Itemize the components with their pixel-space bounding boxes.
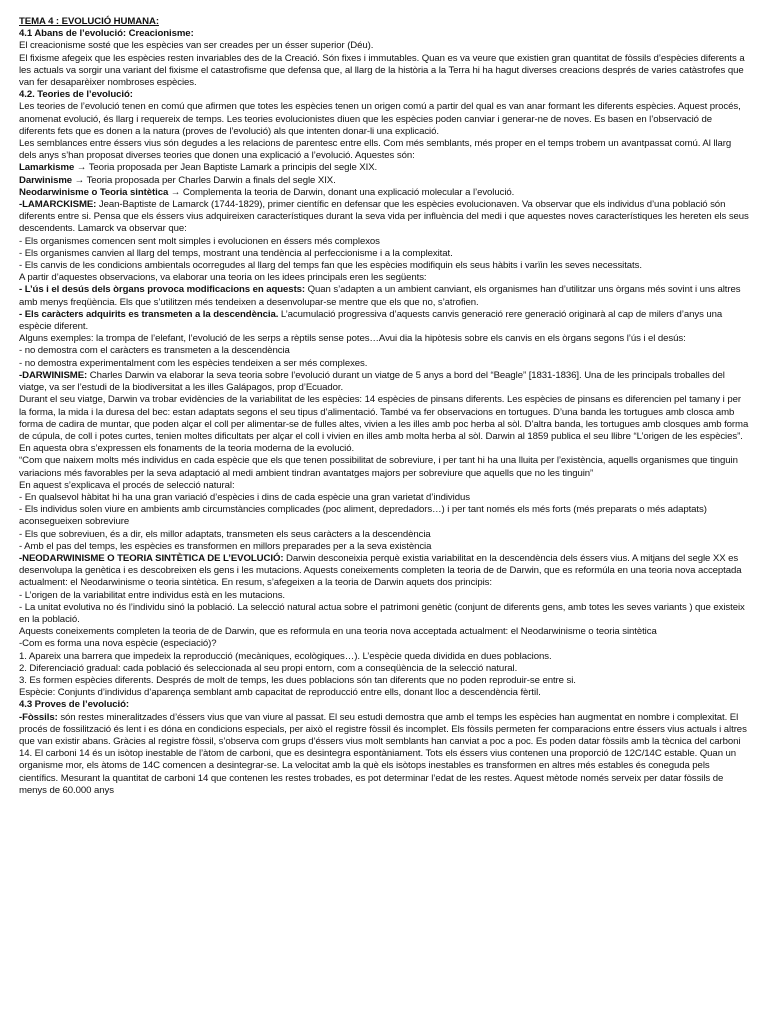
theory-text: → Teoria proposada per Jean Baptiste Lamark a principis del segle XIX. xyxy=(74,162,378,174)
list-item: 1. Apareix una barrera que impedeix la reproducció (mecàniques, ecològiques…). L’espècie queda dividida en dues poblacions. xyxy=(19,650,552,662)
theory-label: Darwinisme xyxy=(19,174,73,186)
theory-text: → Teoria proposada per Charles Darwin a finals del segle XIX. xyxy=(72,174,336,186)
paragraph-creacionisme: El creacionisme sosté que les espècies van ser creades per un ésser superior (Déu). xyxy=(19,40,374,52)
list-item: - La unitat evolutiva no és l’individu sinó la població. La selecció natural actua sobre el patrimoni genètic (conjunt de diferents gens, amb totes les seves variants ) que existeix en la població. xyxy=(19,601,745,625)
theory-label: Neodarwinisme o Teoria sintètica xyxy=(19,186,169,198)
list-item: - L’origen de la variabilitat entre individus està en les mutacions. xyxy=(19,589,286,601)
paragraph-lamarck-ideas-intro: A partir d’aquestes observacions, va elaborar una teoria on les idees principals eren les següents: xyxy=(19,272,427,284)
fossils-label: -Fòssils: xyxy=(19,711,58,723)
list-item: 3. Es formen espècies diferents. Després de molt de temps, les dues poblacions són tan diferents que no poden reproduir-se entre si. xyxy=(19,674,576,686)
paragraph-neodarwinisme xyxy=(19,553,749,590)
paragraph-fixisme: El fixisme afegeix que les espècies resten invariables des de la Creació. Són fixes i immutables. Quan es va veure que existien gran quantitat de fòssils d’espècies diferents a les actuals va sorgir una variant del fixisme el catastrofisme que defensa que, al llarg de la història a la Terra hi ha hagut diverses creacions després de varies catàstrofes que van fer desaparèixer nombroses espècies. xyxy=(19,52,745,89)
lamarckisme-text: Jean-Baptiste de Lamarck (1744-1829), primer científic en defensar que les espècies evolucionaven. Va observar que els individus d’una població són diferents entre si. Pensa que els éssers vius adquireixen característiques durant la seva vida per influència del medi i que aquestes noves característiques les hereten els seus descendents. Lamarck va observar que: xyxy=(19,199,749,235)
paragraph-lamarckisme xyxy=(19,199,749,236)
list-item xyxy=(19,309,749,333)
paragraph-especie-definition: Espècie: Conjunts d’individus d’aparença semblant amb capacitat de reproducció entre ells, donant lloc a descendència fèrtil. xyxy=(19,687,541,699)
paragraph-teories-intro: Les teories de l’evolució tenen en comú que afirmen que totes les espècies tenen un origen comú a partir del qual es van anar formant les diferents espècies. Aquest procés, anomenat evolució, és llarg i requereix de temps. Les teories evolucionistes diuen que les espècies poden canviar i generar-ne de noves. Es basen en l’observació de diferents fets que es donen a la natura (proves de l’evolució) als que intenten donar-li una explicació. xyxy=(19,101,741,137)
list-item xyxy=(19,284,749,308)
list-item: - no demostra com el caràcters es transmeten a la descendència xyxy=(19,345,290,357)
theory-item-lamarkisme xyxy=(19,162,749,174)
paragraph-darwin-viatge: Durant el seu viatge, Darwin va trobar evidències de la variabilitat de les espècies: 14 espècies de pinsans diferents. Les espècies de pinsans es diferencien pel tamany i per la forma, la mida i la duresa del bec: estan adaptats segons el seu tipus d’alimentació. També va fer observacions en tortugues. D’una banda les tortugues amb closca amb forma de cadira de muntar, que poden alçar el coll per alimentar-se de fulles altes, vivien a les illes amb poc herba al sòl. D’altra banda, les tortugues amb closques amb forma de cúpula, de coll i potes curtes, tenien moltes dificultats per alçar el coll i vivien en illes amb molta herba al sòl. Darwin al 1859 publica el seu llibre “L’origen de les espècies”. En aquesta obra s’expressen els fonaments de la teoria moderna de la evolució. xyxy=(19,394,749,455)
theory-item-neodarwinisme xyxy=(19,187,749,199)
idea-label: - L’ús i el desús dels òrgans provoca modificacions en aquests: xyxy=(19,284,306,296)
neodarwinisme-text: Darwin desconeixia perquè existia variabilitat en la descendència dels éssers vius. A mitjans del segle XX es desenvolupa la genètica i es descobreixen els gens i les mutacions. Aquests coneixements completen la teoria de de Darwin, que es reformúla en una teoria nova acceptada actualment: el Neodarwinisme o teoria sintètica. En resum, s’afegeixen a la teoria de Darwin aquets dos principis: xyxy=(19,552,742,589)
darwinisme-text: Charles Darwin va elaborar la seva teoria sobre l’evolució durant un viatge de 5 anys a bord del “Beagle” [1831-1836]. Una de les principals troballes del viatge, va ser l’estudi de la biodiversitat a les illes Galápagos, prop d’Ecuador. xyxy=(19,369,725,394)
list-item: - Amb el pas del temps, les espècies es transformen en millors preparades per a la seva existència xyxy=(19,540,432,552)
idea-text: Quan s’adapten a un ambient canviant, els organismes han d’utilitzar uns òrgans més sovint i uns altres amb menys freqüència. Els que s’utilitzen més tendeixen a desenvolupar-se mentre que els que no, s’atrofien. xyxy=(19,284,741,308)
paragraph-darwin-quote: “Com que naixem molts més individus en cada espècie que els que tenen possibilitat de sobreviure, i per tant hi ha una lluita per l’existència, aquells organismes que tinguin variacions més favorables per la seva adaptació al medi ambient tindran avantatges majors per sobreviure que aquells que no les tinguin” xyxy=(19,455,738,479)
list-item: - En qualsevol hàbitat hi ha una gran variació d’espècies i dins de cada espècie una gran varietat d’individus xyxy=(19,491,470,503)
paragraph-lamarck-examples: Alguns exemples: la trompa de l’elefant, l’evolució de les serps a rèptils sense potes…Avui dia la hipòtesis sobre els canvis en els òrgans segons l’ús i el desús: xyxy=(19,333,686,345)
list-item: - Els individus solen viure en ambients amb circumstàncies complicades (poc aliment, depredadors…) i per tant només els més forts (més preparats o més adaptats) aconsegueixen sobreviure xyxy=(19,504,707,528)
list-item: - Els organismes canvien al llarg del temps, mostrant una tendència al perfeccionisme i a la complexitat. xyxy=(19,247,453,259)
lamarckisme-label: -LAMARCKISME: xyxy=(19,199,97,211)
idea-text: L’acumulació progressiva d’aquests canvis generació rere generació originarà al cap de milers d’anys una espècie diferent. xyxy=(19,308,723,333)
idea-label: - Els caràcters adquirits es transmeten a la descendència. xyxy=(19,308,279,320)
list-item: - Els que sobreviuen, és a dir, els millor adaptats, transmeten els seus caràcters a la descendència xyxy=(19,528,431,540)
list-item: - Els organismes comencen sent molt simples i evolucionen en éssers més complexos xyxy=(19,235,380,247)
paragraph-darwinisme xyxy=(19,370,749,394)
paragraph-especiacio-question: -Com es forma una nova espècie (especiació)? xyxy=(19,638,217,650)
section-heading-teories: 4.2. Teories de l’evolució: xyxy=(19,89,133,101)
theory-item-darwinisme xyxy=(19,175,749,187)
neodarwinisme-label: -NEODARWINISME O TEORIA SINTÈTICA DE L’EVOLUCIÓ: xyxy=(19,552,284,564)
list-item: 2. Diferenciació gradual: cada població és seleccionada al seu propi entorn, com a conseqüència de la selecció natural. xyxy=(19,662,518,674)
list-item: - no demostra experimentalment com les espècies tendeixen a ser més complexes. xyxy=(19,357,368,369)
paragraph-semblances: Les semblances entre éssers vius són degudes a les relacions de parentesc entre ells. Com més semblants, més proper en el temps trobem un avantpassat comú. Al llarg dels anys s’han proposat diverses teories que donen una explicació a l’evolució. Aquestes són: xyxy=(19,138,732,162)
list-item: - Els canvis de les condicions ambientals ocorregudes al llarg del temps fan que les espècies modifiquin els seus hàbits i varïin les seves necessitats. xyxy=(19,260,642,272)
document-title: TEMA 4 : EVOLUCIÓ HUMANA: xyxy=(19,16,159,27)
paragraph-seleccio-intro: En aquest s’explicava el procés de selecció natural: xyxy=(19,479,235,491)
fossils-text: són restes mineralitzades d’éssers vius que van viure al passat. El seu estudi demostra que amb el temps les espècies han augmentat en nombre i complexitat. El procés de fossilització és lent i es dóna en condicions especials, per això el registre fòssil és incomplet. Els fòssils permeten fer comparacions entre éssers vius actuals i altres que van existir abans. Gràcies al registre fòssil, s’observa com grups d’éssers vius molt semblants han canviat a poc a poc. Es poden datar fòssils amb la tècnica del carboni 14. El carboni 14 és un isòtop inestable de l’àtom de carboni, que es desintegra espontàniament. Tots els éssers vius contenen una proporció de 12C/14C estable. Quan un organisme mor, els àtoms de 14C comencen a desintegrar-se. La velocitat amb la què els isòtops inestables es transformen en altres més estables és coneguda pels científics. Mesurant la quantitat de carboni 14 que contenen les restes trobades, es pot determinar l’edat de les restes. Aquest mètode només serveix per datar fòssils de menys de 60.000 anys xyxy=(19,711,747,796)
section-heading-creacionisme: 4.1 Abans de l’evolució: Creacionisme: xyxy=(19,28,194,40)
paragraph-fossils xyxy=(19,712,749,797)
darwinisme-label: -DARWINISME: xyxy=(19,369,88,381)
section-heading-proves: 4.3 Proves de l’evolució: xyxy=(19,699,129,711)
theory-label: Lamarkisme xyxy=(19,162,75,174)
paragraph-neodarwinisme-summary: Aquests coneixements completen la teoria de de Darwin, que es reformula en una teoria nova acceptada actualment: el Neodarwinisme o teoria sintètica xyxy=(19,626,657,638)
theory-text: → Complementa la teoria de Darwin, donant una explicació molecular a l’evolució. xyxy=(168,186,515,198)
